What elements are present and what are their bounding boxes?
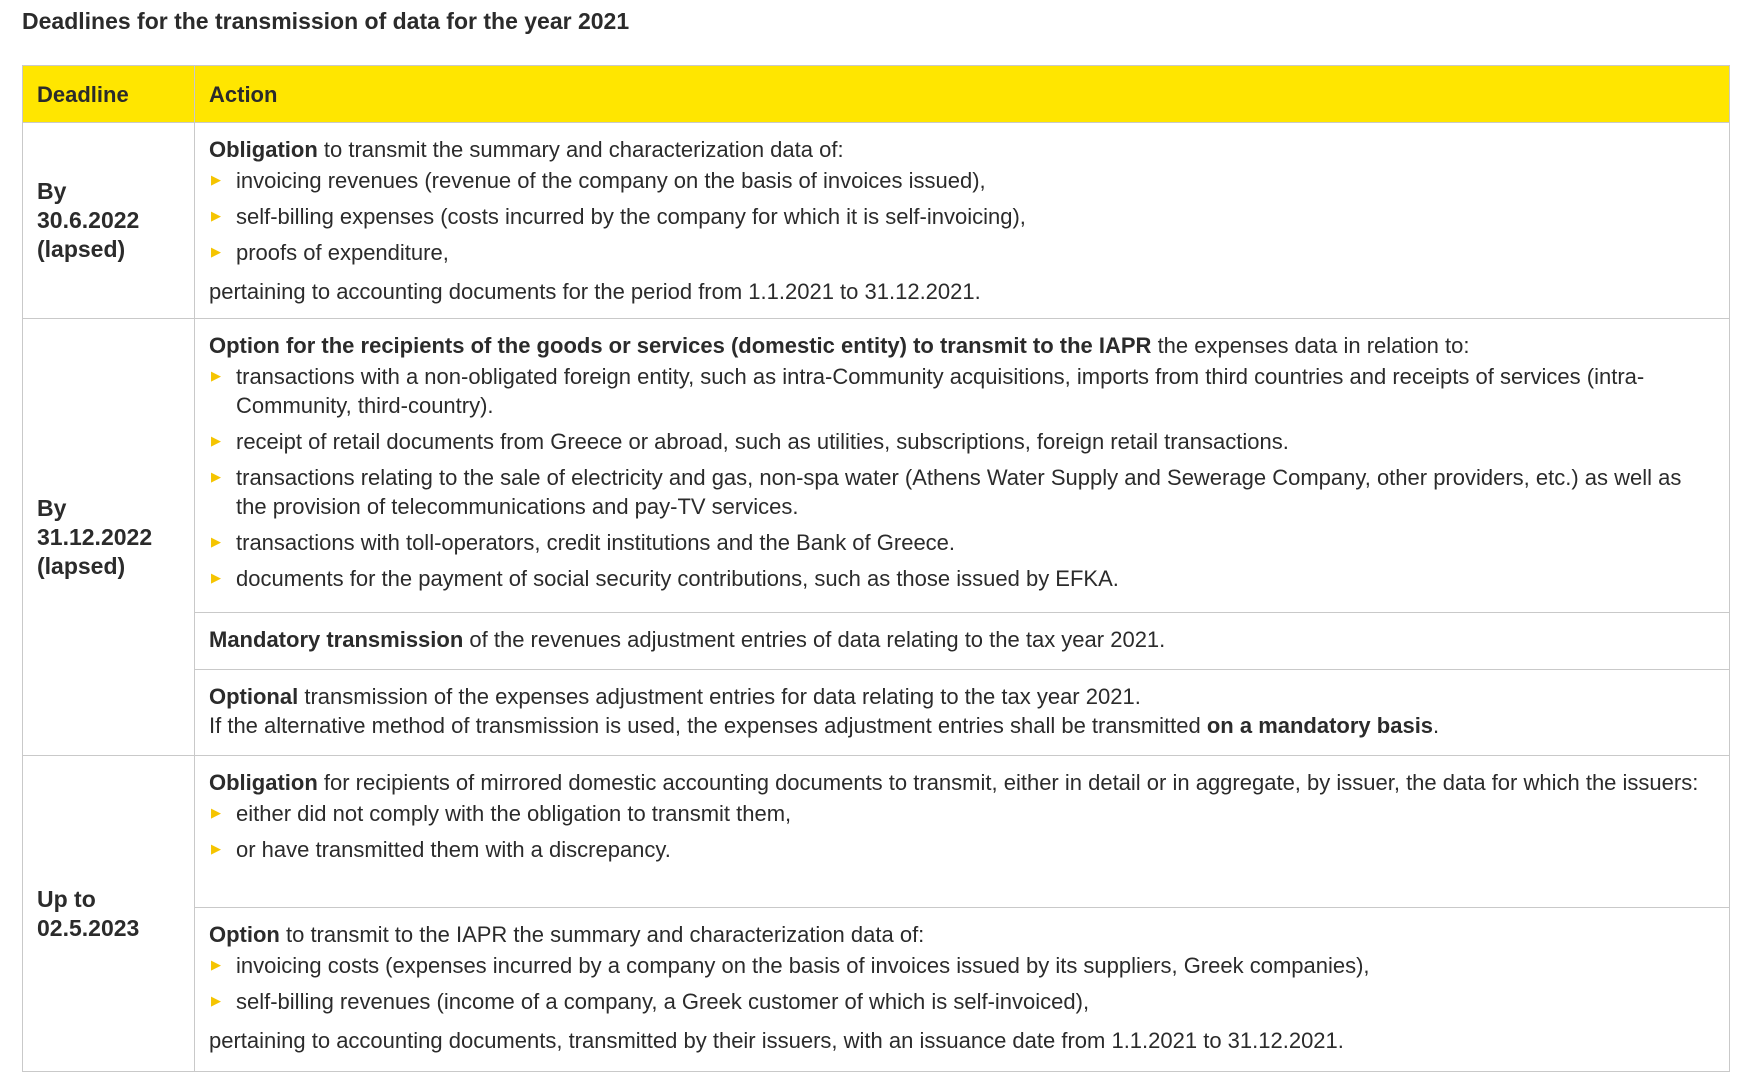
deadlines-table — [22, 65, 1730, 1072]
list-item-text: either did not comply with the obligation to transmit them, — [236, 801, 792, 826]
table-row — [23, 319, 1730, 613]
action-cell — [195, 319, 1730, 613]
action-cell — [195, 908, 1730, 1072]
deadline-cell — [23, 123, 195, 319]
triangle-bullet-icon: ▶ — [211, 244, 221, 259]
deadline-text: (lapsed) — [37, 236, 126, 262]
action-note-end: . — [1433, 713, 1440, 738]
action-closing: pertaining to accounting documents for the period from 1.1.2021 to 31.12.2021. — [209, 279, 981, 304]
action-list — [209, 799, 1715, 864]
triangle-bullet-icon: ▶ — [211, 368, 221, 383]
deadline-text: 31.12.2022 — [37, 523, 153, 550]
deadline-text: 30.6.2022 — [37, 207, 140, 233]
list-item-text: transactions relating to the sale of electricity and gas, non-spa water (Athens Water Supply and Sewerage Company, other providers, etc.) as well as the provision of telecommunications and pay-TV services. — [236, 465, 1682, 519]
triangle-bullet-icon: ▶ — [211, 433, 221, 448]
action-lead — [209, 768, 1715, 797]
action-lead-bold: Option for the recipients of the goods or services (domestic entity) to transmit to the IAPR — [209, 333, 1152, 358]
list-item — [209, 166, 1715, 195]
triangle-bullet-icon: ▶ — [211, 208, 221, 223]
table-header-row — [23, 66, 1730, 123]
triangle-bullet-icon: ▶ — [211, 957, 221, 972]
deadline-text: Up to — [37, 885, 96, 912]
deadline-cell — [23, 756, 195, 1072]
deadline-text: By — [37, 178, 67, 204]
list-item — [209, 463, 1715, 521]
action-list — [209, 951, 1715, 1016]
list-item — [209, 564, 1715, 593]
action-lead — [209, 920, 1715, 949]
action-cell — [195, 756, 1730, 908]
list-item — [209, 835, 1715, 864]
action-cell — [195, 613, 1730, 670]
action-lead — [209, 625, 1715, 654]
action-note-text: If the alternative method of transmission is used, the expenses adjustment entries shall be transmitted — [209, 713, 1207, 738]
action-lead-bold: Mandatory transmission — [209, 627, 464, 652]
list-item-text: transactions with a non-obligated foreign entity, such as intra-Community acquisitions, imports from third countries and receipts of services (intra-Community, third-country). — [236, 364, 1645, 418]
list-item-text: self-billing revenues (income of a company, a Greek customer of which is self-invoiced), — [236, 989, 1090, 1014]
table-row — [23, 613, 1730, 670]
action-lead — [209, 135, 1715, 164]
action-lead-text: to transmit to the IAPR the summary and characterization data of: — [279, 922, 925, 947]
list-item-text: transactions with toll-operators, credit institutions and the Bank of Greece. — [236, 530, 956, 555]
action-lead-text: the expenses data in relation to: — [1151, 333, 1470, 358]
action-list — [209, 166, 1715, 267]
list-item — [209, 202, 1715, 231]
page-title: Deadlines for the transmission of data for the year 2021 — [22, 8, 630, 34]
list-item — [209, 238, 1715, 267]
action-cell — [195, 670, 1730, 756]
list-item — [209, 951, 1715, 980]
deadline-text: By — [37, 494, 67, 521]
action-lead-bold: Obligation — [209, 770, 318, 795]
action-cell — [195, 123, 1730, 319]
list-item-text: documents for the payment of social security contributions, such as those issued by EFKA. — [236, 566, 1119, 591]
triangle-bullet-icon: ▶ — [211, 570, 221, 585]
action-lead-bold: Obligation — [209, 137, 318, 162]
action-note-bold: on a mandatory basis — [1206, 713, 1434, 738]
list-item-text: self-billing expenses (costs incurred by the company for which it is self-invoicing), — [236, 204, 1026, 229]
action-lead — [209, 331, 1715, 360]
action-lead-text: of the revenues adjustment entries of data relating to the tax year 2021. — [463, 627, 1166, 652]
action-closing: pertaining to accounting documents, transmitted by their issuers, with an issuance date from 1.1.2021 to 31.12.2021. — [209, 1028, 1344, 1053]
action-note — [209, 711, 1715, 740]
list-item-text: proofs of expenditure, — [236, 240, 449, 265]
action-lead-text: transmission of the expenses adjustment entries for data relating to the tax year 2021. — [298, 684, 1141, 709]
deadline-cell — [23, 319, 195, 756]
column-header-action: Action — [195, 66, 1730, 123]
deadline-text: (lapsed) — [37, 552, 126, 579]
list-item-text: receipt of retail documents from Greece or abroad, such as utilities, subscriptions, foreign retail transactions. — [236, 429, 1289, 454]
triangle-bullet-icon: ▶ — [211, 469, 221, 484]
table-row — [23, 123, 1730, 319]
list-item — [209, 427, 1715, 456]
list-item-text: invoicing revenues (revenue of the company on the basis of invoices issued), — [236, 168, 986, 193]
list-item — [209, 987, 1715, 1016]
list-item-text: invoicing costs (expenses incurred by a company on the basis of invoices issued by its suppliers, Greek companies), — [236, 953, 1370, 978]
triangle-bullet-icon: ▶ — [211, 534, 221, 549]
triangle-bullet-icon: ▶ — [211, 993, 221, 1008]
column-header-deadline: Deadline — [23, 66, 195, 123]
action-lead-bold: Optional — [209, 684, 299, 709]
list-item — [209, 528, 1715, 557]
action-lead-text: for recipients of mirrored domestic accounting documents to transmit, either in detail or in aggregate, by issuer, the data for which the issuers: — [317, 770, 1699, 795]
triangle-bullet-icon: ▶ — [211, 805, 221, 820]
action-lead — [209, 682, 1715, 711]
action-list — [209, 362, 1715, 593]
action-lead-text: to transmit the summary and characterization data of: — [317, 137, 844, 162]
list-item — [209, 799, 1715, 828]
table-row — [23, 756, 1730, 908]
deadline-text: 02.5.2023 — [37, 914, 140, 941]
list-item — [209, 362, 1715, 420]
triangle-bullet-icon: ▶ — [211, 841, 221, 856]
table-row — [23, 908, 1730, 1072]
action-lead-bold: Option — [209, 922, 280, 947]
triangle-bullet-icon: ▶ — [211, 172, 221, 187]
table-row — [23, 670, 1730, 756]
list-item-text: or have transmitted them with a discrepancy. — [236, 837, 671, 862]
